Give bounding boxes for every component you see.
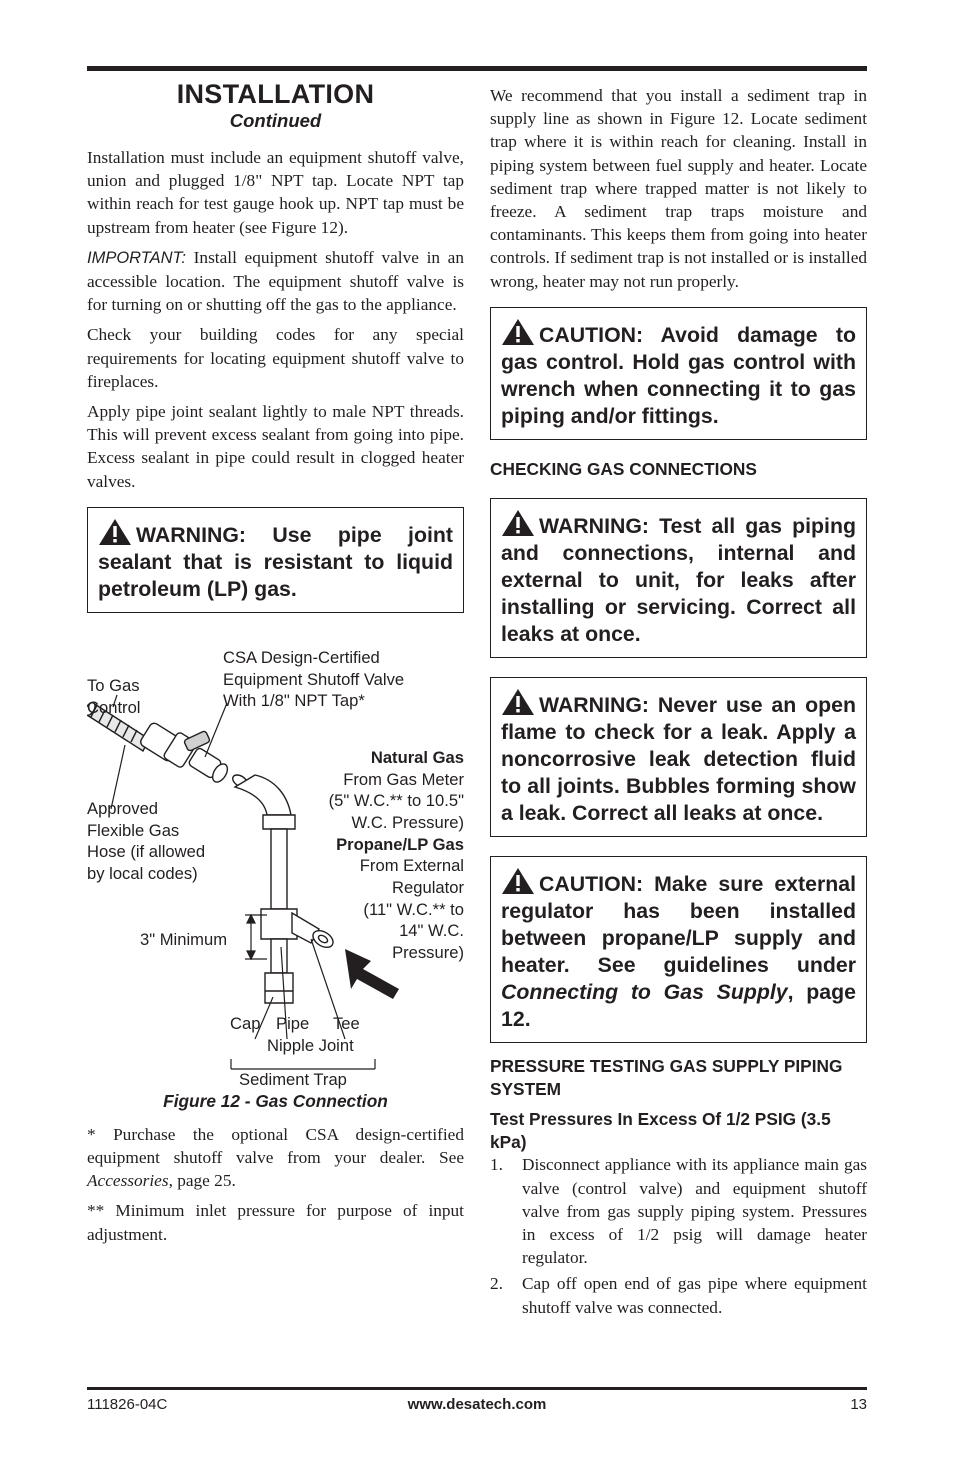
warning-test-piping-box [490,498,867,658]
label-nipple-joint: Nipple Joint [267,1035,354,1055]
caution-icon [501,867,535,895]
doc-number: 111826-04C [87,1396,168,1413]
section-subtitle: Continued [229,110,322,131]
heading-pressure-testing: PRESSURE TESTING GAS SUPPLY PIPING SYSTEM [490,1056,843,1099]
page-number: 13 [850,1396,867,1413]
label-to-gas-control: To Gas Control [87,675,141,717]
warning-test-piping-text: WARNING: Test all gas piping and connections, internal and external to unit, for leaks after installing or servicing. Correct all leaks at once. [501,514,856,647]
warning-icon [501,509,535,537]
heading-checking-gas-connections: CHECKING GAS CONNECTIONS [490,458,757,479]
right-column [490,84,867,1322]
top-rule [87,66,867,71]
supply-pipe [231,772,336,1002]
warning-sealant-box [87,507,464,613]
footnote-accessories: * Purchase the optional CSA design-certified equipment shutoff valve from your dealer. See Accessories, page 25. [87,1124,464,1191]
caution-icon [501,318,535,346]
caution-regulator-box: CAUTION: Make sure external regulator has been installed between propane/LP supply and heater. See guidelines under Connecting to Gas Supply, page 12. [490,856,867,1043]
shutoff-valve [139,721,231,784]
paragraph-sealant: Apply pipe joint sealant lightly to male NPT threads. This will prevent excess sealant from going into pipe. Excess sealant in pipe could result in clogged heater valves. [87,402,464,491]
warning-open-flame-box [490,677,867,837]
footnote-minimum-pressure: ** Minimum inlet pressure for purpose of input adjustment. [87,1201,464,1244]
gas-connection-figure [87,647,464,1117]
label-pipe: Pipe [276,1013,310,1033]
website-link[interactable]: www.desatech.com [407,1396,547,1413]
caution-gas-control-box [490,307,867,440]
list-item: 2. Cap off open end of gas pipe where equipment shutoff valve was connected. [490,1274,867,1317]
page-footer [87,1396,867,1418]
label-3-inch-minimum: 3" Minimum [140,929,228,949]
label-shutoff-valve: CSA Design-Certified Equipment Shutoff Valve With 1/8" NPT Tap* [223,647,405,711]
label-sediment-trap: Sediment Trap [239,1069,347,1089]
paragraph-sediment-trap: We recommend that you install a sediment trap in supply line as shown in Figure 12. Locate sediment trap where it is within reach for cleaning. Install in piping system between fuel supply and heater. Locate sediment trap where trapped matter is not likely to freeze. A sediment trap traps moisture and contaminants. This keeps them from going into heater controls. If sediment trap is not installed or is installed wrong, heater may not run properly. [490,86,867,291]
label-tee: Tee [333,1013,360,1033]
paragraph-shutoff: Installation must include an equipment shutoff valve, union and plugged 1/8" NPT tap. Locate NPT tap within reach for test gauge hook up. NPT tap must be upstream from heater (see Figure 12). [87,148,464,237]
figure-caption: Figure 12 - Gas Connection [163,1090,388,1111]
important-text: Install equipment shutoff valve in an accessible location. The equipment shutoff valve is for turning on or shutting off the gas to the appliance. [87,247,464,315]
paragraph-codes: Check your building codes for any special requirements for locating equipment shutoff valve to fireplaces. [87,325,464,391]
warning-icon [501,688,535,716]
warning-open-flame-text: WARNING: Never use an open flame to check for a leak. Apply a noncorrosive leak detection fluid to all joints. Bubbles forming show a leak. Correct all leaks at once. [501,693,856,826]
label-flexible-hose: Approved Flexible Gas Hose (if allowed by local codes) [87,798,206,883]
warning-icon [98,518,132,546]
caution-gas-control-text: CAUTION: Avoid damage to gas control. Hold gas control with wrench when connecting it to gas piping and/or fittings. [501,322,856,428]
list-item: 1. Disconnect appliance with its appliance main gas valve (control valve) and equipment shutoff valve from gas supply piping system. Pressures in excess of 1/2 psig will damage heater regulator. [490,1155,867,1268]
warning-sealant-text: WARNING: Use pipe joint sealant that is resistant to liquid petroleum (LP) gas. [98,522,453,601]
left-column [87,78,464,1253]
bottom-rule [87,1387,867,1390]
test-steps-list [490,1153,867,1318]
heading-test-pressures: Test Pressures In Excess Of 1/2 PSIG (3.5 kPa) [490,1109,831,1152]
label-natural-gas: Natural Gas From Gas Meter (5" W.C.** to 10.5" W.C. Pressure) Propane/LP Gas From External Regulator (11" W.C.** to 14" W.C. Pressure) [328,747,464,963]
label-cap: Cap [230,1013,261,1033]
section-title: INSTALLATION [176,79,375,109]
important-lead: IMPORTANT: [87,248,186,267]
paragraph-important [87,246,464,317]
